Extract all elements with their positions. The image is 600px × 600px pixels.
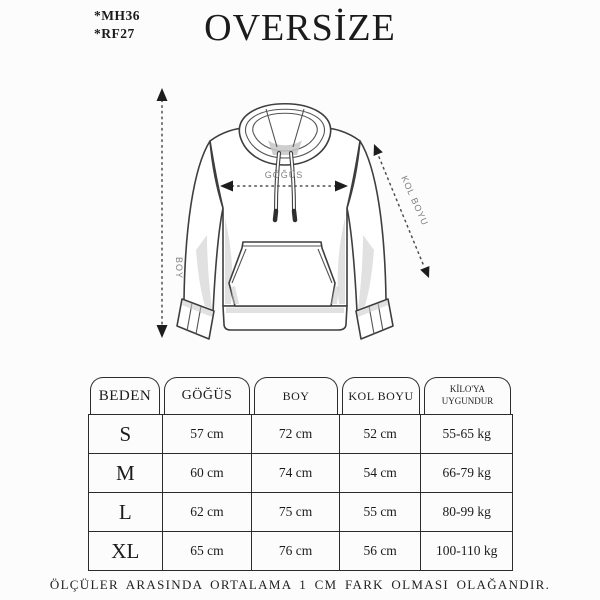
column-header-gogus: GÖĞÜS: [164, 377, 250, 414]
hoodie-hood: [239, 104, 330, 165]
row-l-weight: 80-99 kg: [421, 493, 512, 532]
row-l-length: 75 cm: [252, 493, 340, 532]
size-table-body: [88, 414, 513, 571]
row-m-length: 74 cm: [252, 454, 340, 493]
row-m-size: M: [89, 454, 163, 493]
row-xl-length: 76 cm: [252, 532, 340, 570]
row-m-chest: 60 cm: [163, 454, 253, 493]
row-xl-size: XL: [89, 532, 163, 570]
product-code-2: *RF27: [94, 26, 135, 42]
row-s-length: 72 cm: [252, 415, 340, 454]
length-arrow: [157, 88, 185, 338]
hoodie-pocket: [229, 242, 339, 306]
row-s-chest: 57 cm: [163, 415, 253, 454]
hoodie-measurement-diagram: [140, 80, 460, 350]
row-m-weight: 66-79 kg: [421, 454, 512, 493]
row-xl-sleeve: 56 cm: [340, 532, 422, 570]
size-table-header: [88, 377, 513, 414]
column-header-beden: BEDEN: [90, 377, 160, 414]
row-s-weight: 55-65 kg: [421, 415, 512, 454]
sleeve-label: KOL BOYU: [399, 174, 431, 228]
product-code-1: *MH36: [94, 8, 140, 23]
column-header-boy: BOY: [254, 377, 338, 414]
column-header-kiloya-uygundur: KİLO'YA UYGUNDUR: [424, 377, 511, 414]
row-s-sleeve: 52 cm: [340, 415, 422, 454]
size-table: [88, 377, 513, 571]
column-header-kol-boyu: KOL BOYU: [342, 377, 420, 414]
row-m-sleeve: 54 cm: [340, 454, 422, 493]
hoodie-diagram-svg: [140, 80, 460, 350]
row-l-chest: 62 cm: [163, 493, 253, 532]
hoodie-hem-band: [223, 306, 347, 330]
page-title: OVERSİZE: [204, 7, 396, 49]
tolerance-note: ÖLÇÜLER ARASINDA ORTALAMA 1 CM FARK OLMASI OLAĞANDIR.: [49, 577, 551, 592]
row-s-size: S: [89, 415, 163, 454]
chest-label: GÖĞÜS: [264, 170, 304, 180]
row-xl-chest: 65 cm: [163, 532, 253, 570]
length-label: BOY: [174, 256, 184, 280]
row-xl-weight: 100-110 kg: [436, 543, 498, 558]
row-l-sleeve: 55 cm: [340, 493, 422, 532]
row-l-size: L: [89, 493, 163, 532]
